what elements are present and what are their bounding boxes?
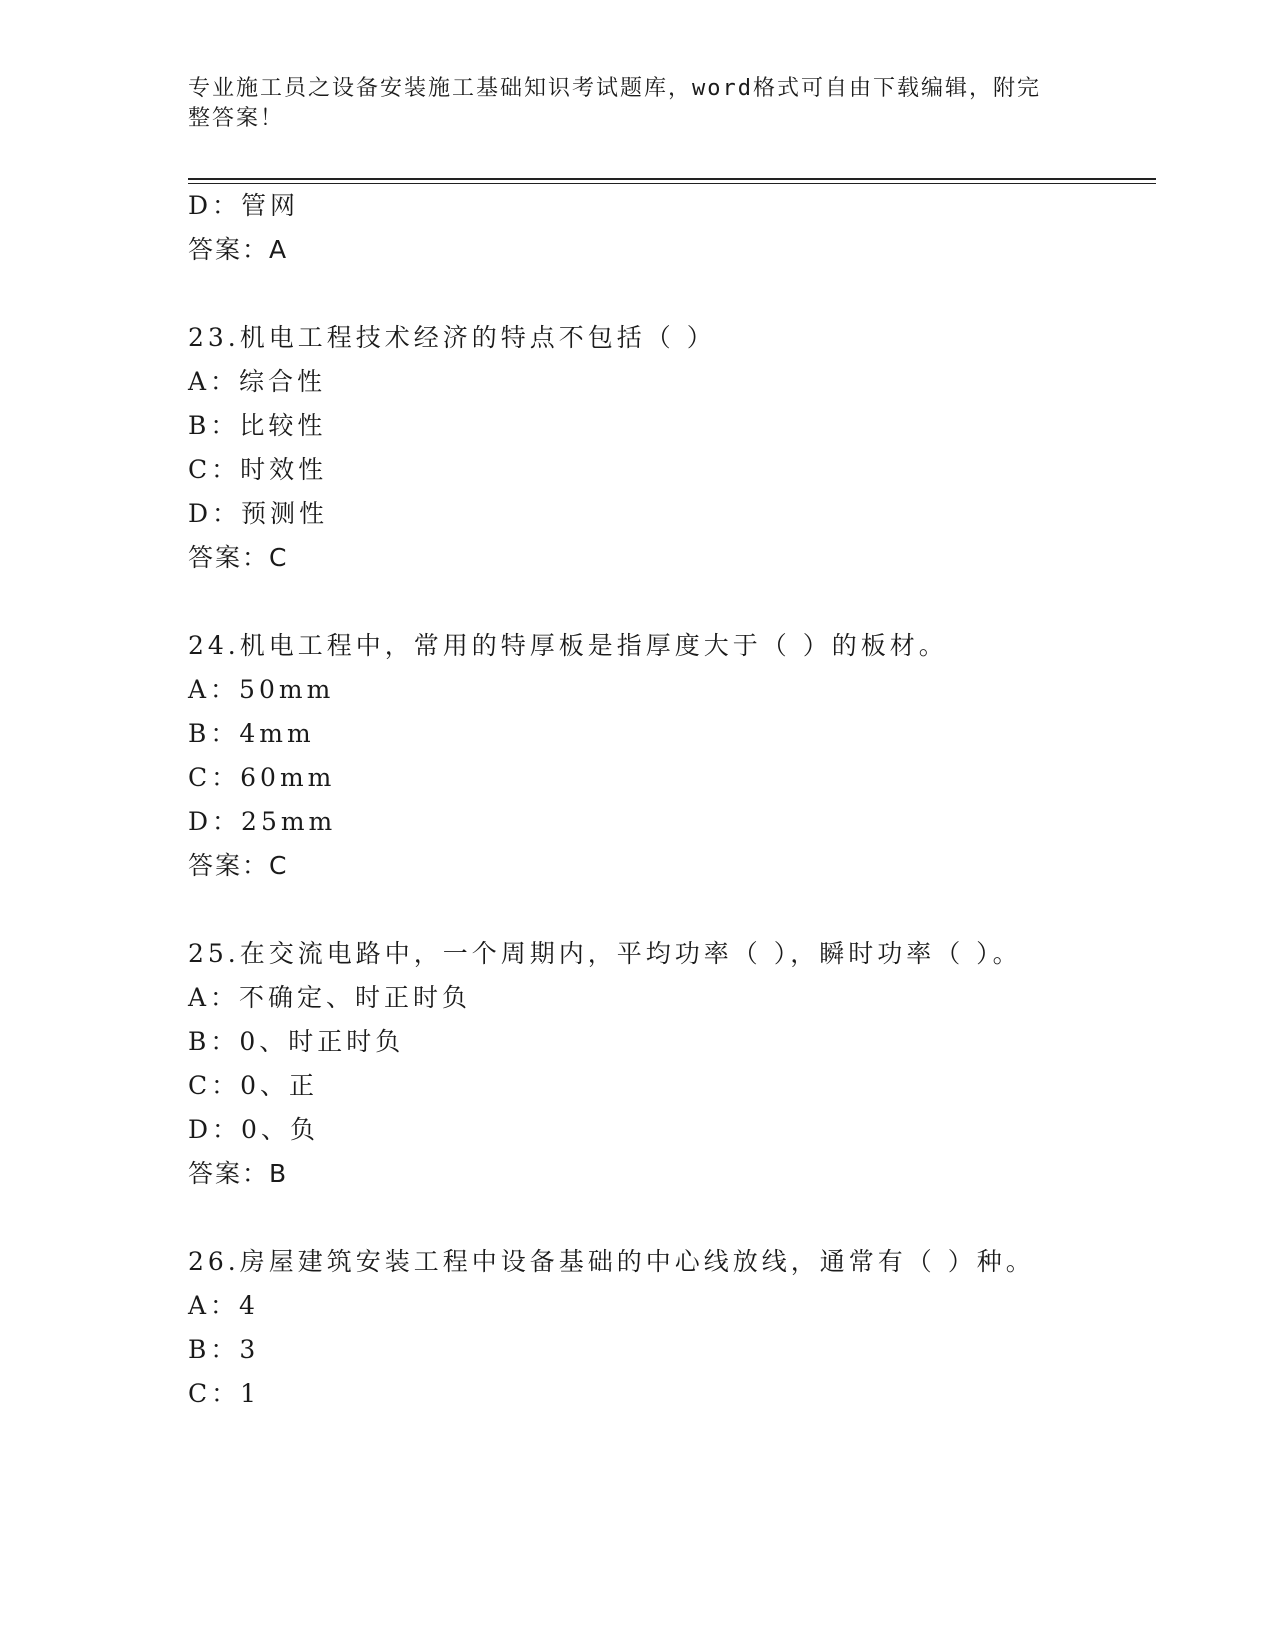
question-26: 26.房屋建筑安装工程中设备基础的中心线放线，通常有（ ）种。 bbox=[188, 1247, 1035, 1276]
option-a: A：50mm bbox=[188, 675, 335, 704]
option-d: D：预测性 bbox=[188, 499, 329, 528]
option-b: B：比较性 bbox=[188, 411, 327, 440]
option-d: D：0、负 bbox=[188, 1115, 319, 1144]
answer-line: 答案：B bbox=[188, 1159, 289, 1188]
option-b: B：4mm bbox=[188, 719, 315, 748]
option-a: A：4 bbox=[188, 1291, 259, 1320]
answer-line: 答案：A bbox=[188, 235, 289, 264]
option-c: C：0、正 bbox=[188, 1071, 319, 1100]
header-line-2: 整答案！ bbox=[188, 106, 285, 131]
question-25: 25.在交流电路中，一个周期内，平均功率（ ），瞬时功率（ ）。 bbox=[188, 939, 1022, 968]
option-a: A：不确定、时正时负 bbox=[188, 983, 472, 1012]
option-a: A：综合性 bbox=[188, 367, 327, 396]
answer-line: 答案：C bbox=[188, 851, 289, 880]
option-b: B：3 bbox=[188, 1335, 260, 1364]
option-d: D：管网 bbox=[188, 191, 300, 220]
header-line-1: 专业施工员之设备安装施工基础知识考试题库，word格式可自由下载编辑，附完 bbox=[188, 76, 1041, 101]
option-d: D：25mm bbox=[188, 807, 337, 836]
question-23: 23.机电工程技术经济的特点不包括（ ） bbox=[188, 323, 716, 352]
answer-line: 答案：C bbox=[188, 543, 289, 572]
option-c: C：60mm bbox=[188, 763, 336, 792]
header-rule-thin bbox=[188, 183, 1156, 184]
document-header bbox=[188, 74, 1068, 134]
question-24: 24.机电工程中，常用的特厚板是指厚度大于（ ）的板材。 bbox=[188, 631, 948, 660]
option-c: C：时效性 bbox=[188, 455, 328, 484]
header-rule-thick bbox=[188, 178, 1156, 180]
option-b: B：0、时正时负 bbox=[188, 1027, 405, 1056]
option-c: C：1 bbox=[188, 1379, 261, 1408]
